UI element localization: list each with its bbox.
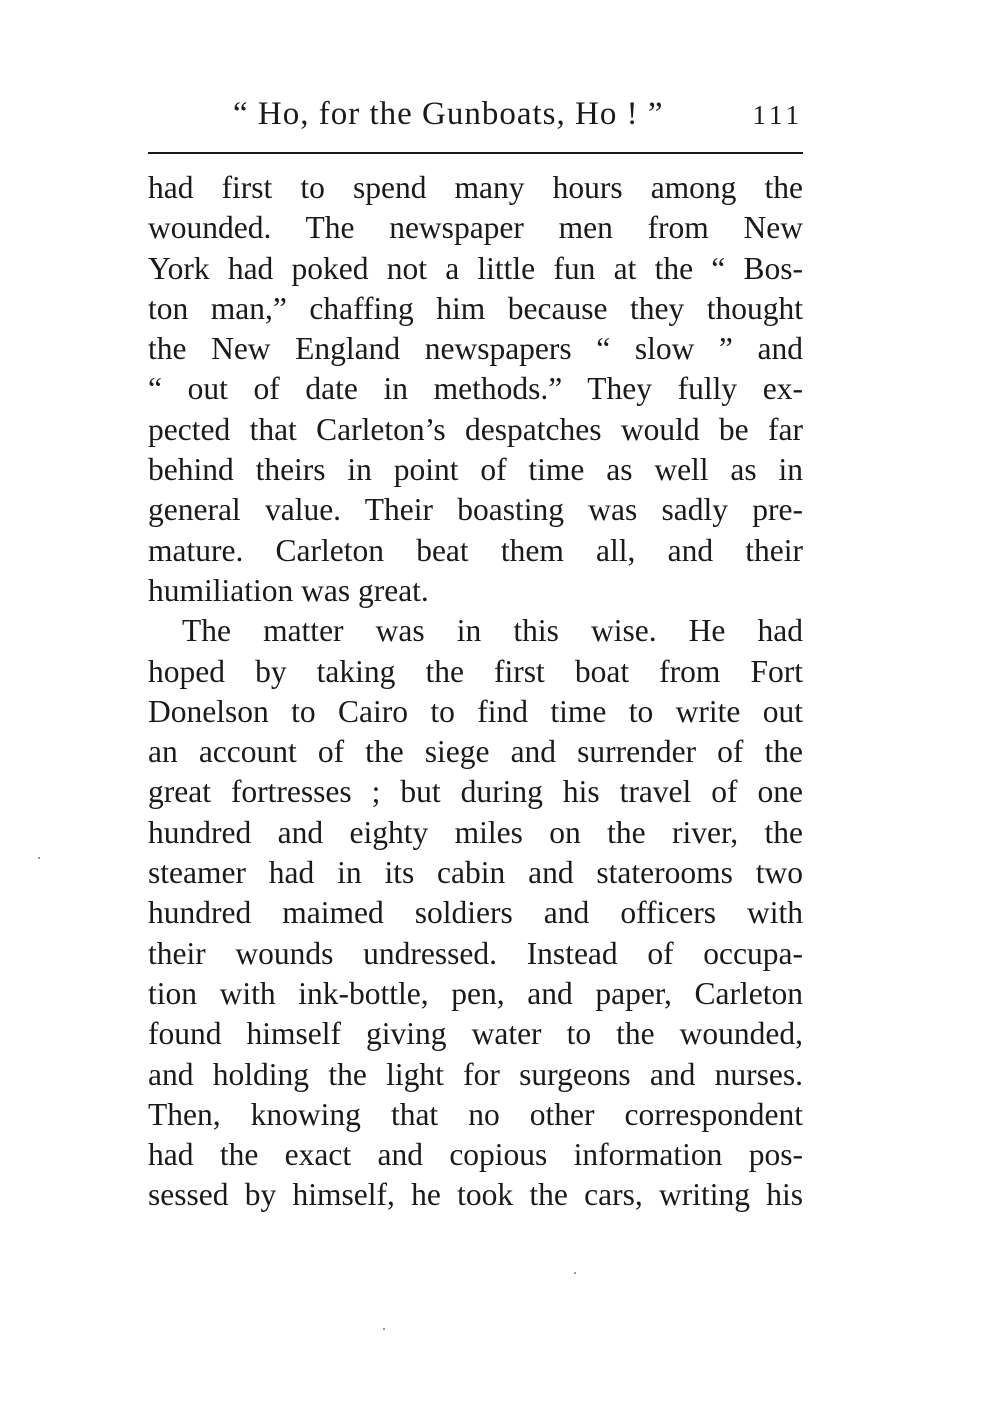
scan-speck: [574, 1272, 576, 1274]
text-line: an account of the siege and surrender of the: [148, 734, 803, 770]
text-line: York had poked not a little fun at the “ Bos-: [148, 250, 803, 286]
header-rule: [148, 152, 803, 154]
text-line: great fortresses ; but during his travel of one: [148, 774, 803, 810]
text-line: had the exact and copious information pos-: [148, 1137, 803, 1173]
text-line: found himself giving water to the wounded,: [148, 1016, 803, 1052]
running-title: “ Ho, for the Gunboats, Ho ! ”: [233, 96, 664, 132]
text-line: tion with ink-bottle, pen, and paper, Carleton: [148, 975, 803, 1011]
body-text: [148, 168, 803, 1216]
text-line: Then, knowing that no other correspondent: [148, 1096, 803, 1132]
text-line: The matter was in this wise. He had: [182, 613, 803, 649]
text-line: hundred and eighty miles on the river, the: [148, 814, 803, 850]
text-line: “ out of date in methods.” They fully ex-: [148, 371, 803, 407]
text-line: hundred maimed soldiers and officers with: [148, 895, 803, 931]
text-line: Donelson to Cairo to find time to write out: [148, 693, 803, 729]
text-line: hoped by taking the first boat from Fort: [148, 653, 803, 689]
scan-speck: [38, 857, 40, 859]
running-head: [148, 96, 803, 146]
text-line: pected that Carleton’s despatches would be far: [148, 411, 803, 447]
text-line: humiliation was great.: [148, 572, 429, 608]
text-line: general value. Their boasting was sadly pre-: [148, 492, 803, 528]
text-line: their wounds undressed. Instead of occupa-: [148, 935, 803, 971]
text-line: mature. Carleton beat them all, and their: [148, 532, 803, 568]
text-line: and holding the light for surgeons and nurses.: [148, 1056, 803, 1092]
scan-speck: [383, 1328, 385, 1330]
text-line: wounded. The newspaper men from New: [148, 210, 803, 246]
text-line: ton man,” chaffing him because they thought: [148, 290, 803, 326]
page-number: 111: [752, 100, 803, 130]
text-line: steamer had in its cabin and staterooms two: [148, 855, 803, 891]
text-line: behind theirs in point of time as well as in: [148, 452, 803, 488]
text-line: the New England newspapers “ slow ” and: [148, 331, 803, 367]
text-line: sessed by himself, he took the cars, writing his: [148, 1177, 803, 1213]
text-line: had first to spend many hours among the: [148, 170, 803, 205]
